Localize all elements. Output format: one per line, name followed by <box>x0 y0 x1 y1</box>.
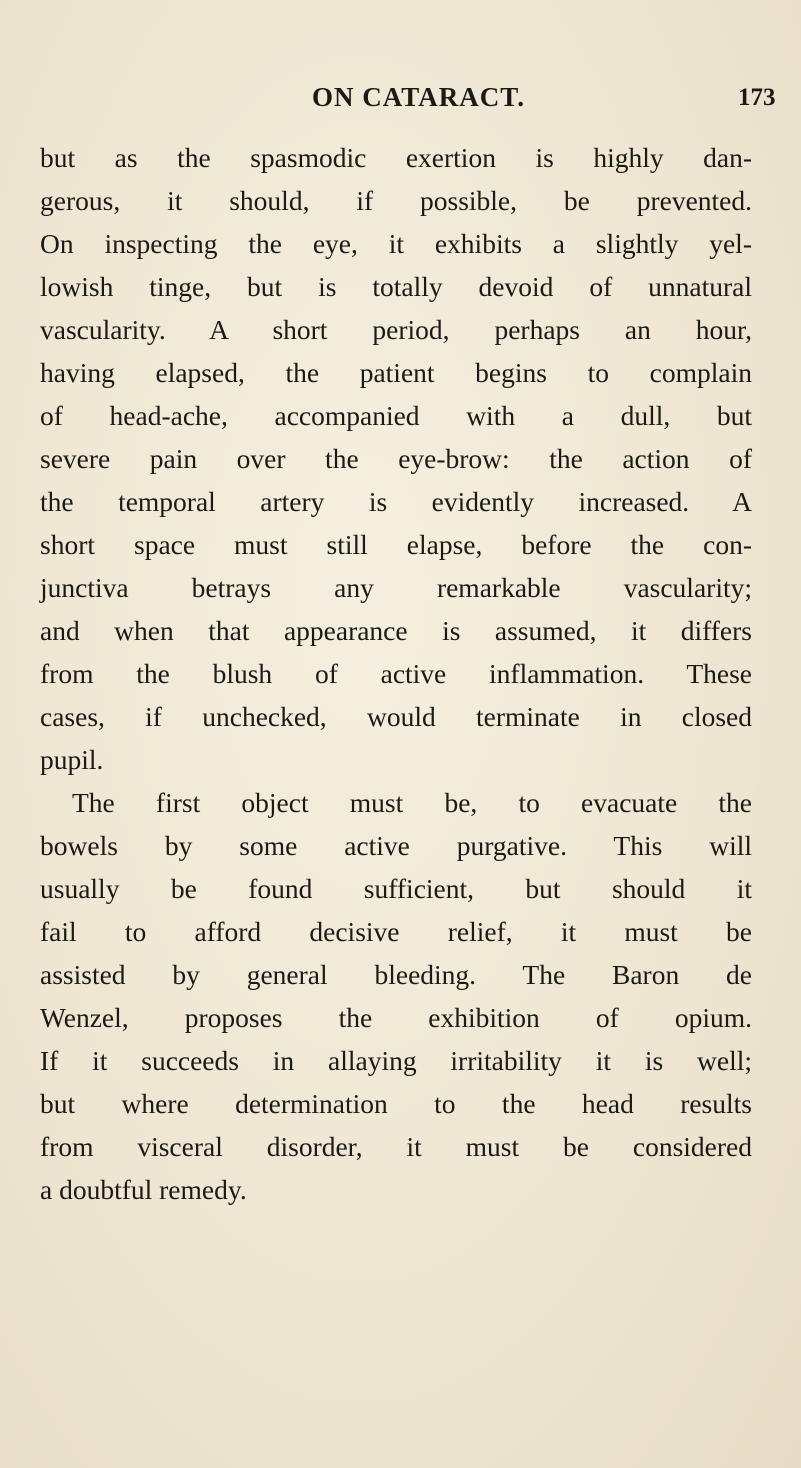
body-text <box>40 136 752 1211</box>
text-line: but where determination to the head results <box>40 1088 752 1119</box>
text-line: having elapsed, the patient begins to complain <box>40 357 752 388</box>
text-line: from the blush of active inflammation. These <box>40 658 752 689</box>
text-line: of head-ache, accompanied with a dull, but <box>40 400 752 431</box>
running-title: ON CATARACT. <box>312 82 525 112</box>
text-line: severe pain over the eye-brow: the action of <box>40 443 752 474</box>
text-line: Wenzel, proposes the exhibition of opium. <box>40 1002 752 1033</box>
text-line: gerous, it should, if possible, be prevented. <box>40 185 752 216</box>
text-line: vascularity. A short period, perhaps an hour, <box>40 314 752 345</box>
text-line: junctiva betrays any remarkable vascularity; <box>40 572 752 603</box>
text-line: a doubtful remedy. <box>40 1174 247 1205</box>
page-number: 173 <box>738 84 776 111</box>
text-line: cases, if unchecked, would terminate in closed <box>40 701 752 732</box>
running-head <box>0 82 801 118</box>
text-line: assisted by general bleeding. The Baron de <box>40 959 752 990</box>
text-line: fail to afford decisive relief, it must be <box>40 916 752 947</box>
text-line: On inspecting the eye, it exhibits a slightly yel- <box>40 228 752 259</box>
text-line: If it succeeds in allaying irritability it is well; <box>40 1045 752 1076</box>
text-line: pupil. <box>40 744 104 775</box>
text-line: but as the spasmodic exertion is highly dan- <box>40 142 752 173</box>
text-line: usually be found sufficient, but should it <box>40 873 752 904</box>
text-line: from visceral disorder, it must be considered <box>40 1131 752 1162</box>
text-line: The first object must be, to evacuate the <box>72 787 752 818</box>
text-line: bowels by some active purgative. This will <box>40 830 752 861</box>
paragraph-2 <box>40 781 752 1211</box>
text-line: lowish tinge, but is totally devoid of unnatural <box>40 271 752 302</box>
paragraph-1 <box>40 136 752 781</box>
text-line: short space must still elapse, before the con- <box>40 529 752 560</box>
text-line: and when that appearance is assumed, it differs <box>40 615 752 646</box>
text-line: the temporal artery is evidently increased. A <box>40 486 752 517</box>
